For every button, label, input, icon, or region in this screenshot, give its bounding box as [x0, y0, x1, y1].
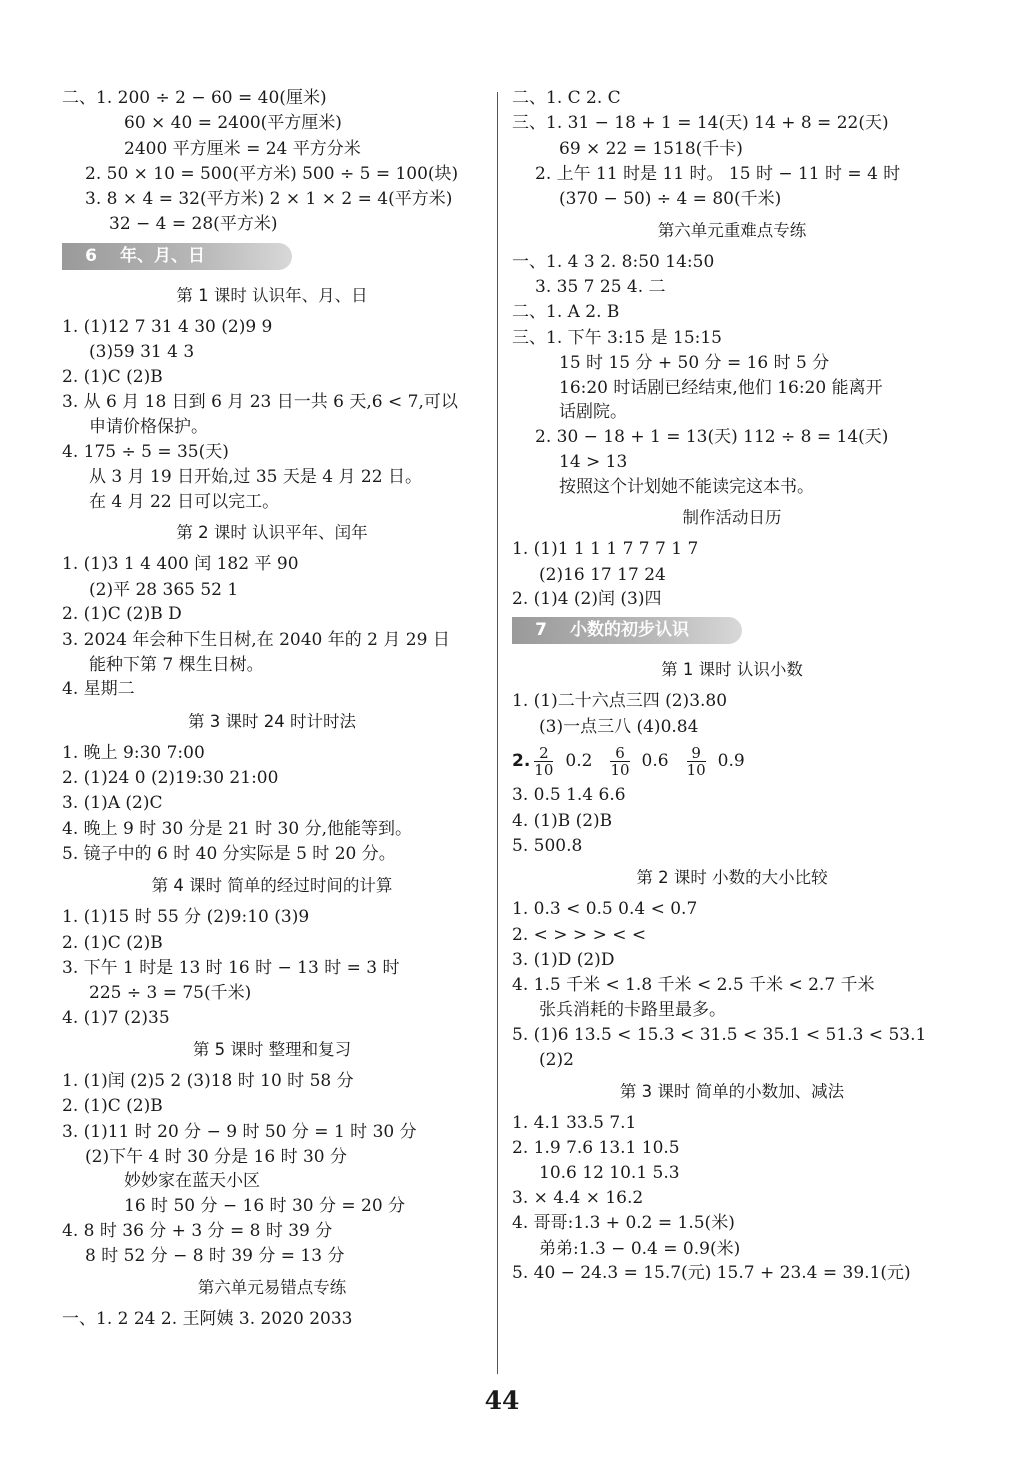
answer-line: 2. 1.9 7.6 13.1 10.5	[512, 1138, 680, 1159]
answer-line: 一、1. 4 3 2. 8:50 14:50	[512, 251, 715, 272]
answer-line: 1. (1)二十六点三四 (2)3.80	[512, 691, 728, 712]
answer-line: 4. 1.5 千米 < 1.8 千米 < 2.5 千米 < 2.7 千米	[512, 975, 875, 996]
answer-line: (2)下午 4 时 30 分是 16 时 30 分	[85, 1146, 348, 1167]
fraction	[610, 745, 629, 778]
page-number: 44	[484, 1386, 520, 1415]
left-column	[62, 86, 482, 1332]
answer-line: 4. 晚上 9 时 30 分是 21 时 30 分,他能等到。	[62, 818, 412, 839]
decimal-value: 0.9	[717, 751, 745, 772]
unit-number: 7	[535, 620, 547, 641]
decimal-value: 0.2	[565, 751, 593, 772]
answer-line: (370 − 50) ÷ 4 = 80(千米)	[559, 189, 782, 210]
fraction-denominator: 10	[686, 761, 706, 780]
answer-line: 3. 0.5 1.4 6.6	[512, 785, 626, 806]
lesson-heading: 第 2 课时 认识平年、闰年	[176, 523, 368, 543]
answer-line: 三、1. 31 − 18 + 1 = 14(天) 14 + 8 = 22(天)	[512, 113, 889, 134]
answer-line: 申请价格保护。	[89, 417, 208, 438]
answer-line: 69 × 22 = 1518(千卡)	[559, 138, 743, 159]
answer-line: 4. (1)7 (2)35	[62, 1007, 170, 1028]
answer-line: 10.6 12 10.1 5.3	[539, 1163, 680, 1184]
answer-line: 4. 哥哥:1.3 + 0.2 = 1.5(米)	[512, 1213, 735, 1234]
unit-number: 6	[85, 245, 97, 266]
column-divider	[497, 92, 498, 1374]
fraction-denominator: 10	[610, 761, 630, 780]
right-column	[512, 86, 952, 1287]
answer-line: 5. (1)6 13.5 < 15.3 < 31.5 < 35.1 < 51.3 < 53.1	[512, 1024, 927, 1045]
answer-line: 16:20 时话剧已经结束,他们 16:20 能离开	[559, 377, 883, 398]
answer-line: 3. 下午 1 时是 13 时 16 时 − 13 时 = 3 时	[62, 957, 400, 978]
answer-line: 2. (1)C (2)B D	[62, 604, 182, 625]
answer-line: 225 ÷ 3 = 75(千米)	[89, 983, 252, 1004]
answer-line: 弟弟:1.3 − 0.4 = 0.9(米)	[539, 1238, 741, 1259]
answer-line: (2)16 17 17 24	[539, 564, 666, 585]
answer-line: 2. (1)24 0 (2)19:30 21:00	[62, 768, 279, 789]
answer-line: 话剧院。	[559, 402, 627, 423]
answer-line: 1. (1)1 1 1 1 7 7 7 1 7	[512, 539, 699, 560]
lesson-heading: 第六单元重难点专练	[657, 220, 807, 240]
answer-line: 3. 35 7 25 4. 二	[535, 277, 666, 298]
answer-line: 3. 从 6 月 18 日到 6 月 23 日一共 6 天,6 < 7,可以	[62, 391, 458, 412]
answer-line: 2. (1)C (2)B	[62, 932, 163, 953]
lesson-heading: 第六单元易错点专练	[197, 1277, 347, 1297]
answer-line: 2. (1)C (2)B	[62, 1096, 163, 1117]
lesson-heading: 第 3 课时 简单的小数加、减法	[619, 1081, 845, 1101]
fraction-numerator: 6	[610, 745, 629, 762]
answer-line: 3. 8 × 4 = 32(平方米) 2 × 1 × 2 = 4(平方米)	[85, 189, 453, 210]
answer-line: 1. 0.3 < 0.5 0.4 < 0.7	[512, 899, 698, 920]
answer-line: 1. 4.1 33.5 7.1	[512, 1112, 637, 1133]
answer-line: 8 时 52 分 − 8 时 39 分 = 13 分	[85, 1245, 345, 1266]
answer-line: 2. < > > > < <	[512, 924, 647, 945]
lesson-heading: 第 1 课时 认识年、月、日	[176, 285, 368, 305]
fraction-denominator: 10	[534, 761, 554, 780]
answer-line: 32 − 4 = 28(平方米)	[109, 214, 278, 235]
answer-line: 2. (1)4 (2)闰 (3)四	[512, 589, 662, 610]
answer-line: 二、1. A 2. B	[512, 302, 620, 323]
answer-line: 按照这个计划她不能读完这本书。	[559, 476, 814, 497]
fraction	[687, 745, 706, 778]
answer-line: 在 4 月 22 日可以完工。	[89, 491, 280, 512]
answer-line: 4. 175 ÷ 5 = 35(天)	[62, 441, 229, 462]
answer-line: 1. (1)15 时 55 分 (2)9:10 (3)9	[62, 907, 310, 928]
answer-line: 一、1. 2 24 2. 王阿姨 3. 2020 2033	[62, 1308, 353, 1329]
answer-line: 14 > 13	[559, 452, 628, 473]
answer-line: 5. 40 − 24.3 = 15.7(元) 15.7 + 23.4 = 39.1(元)	[512, 1263, 911, 1284]
answer-line: 妙妙家在蓝天小区	[124, 1171, 260, 1192]
answer-line: 4. 8 时 36 分 + 3 分 = 8 时 39 分	[62, 1220, 333, 1241]
answer-line: 3. 2024 年会种下生日树,在 2040 年的 2 月 29 日	[62, 629, 450, 650]
answer-line: 二、1. C 2. C	[512, 88, 621, 108]
question-number: 2.	[512, 751, 531, 772]
answer-line: 1. (1)闰 (2)5 2 (3)18 时 10 时 58 分	[62, 1070, 354, 1091]
unit-title: 年、月、日	[120, 245, 205, 266]
answer-line: (3)59 31 4 3	[89, 342, 195, 363]
lesson-heading: 第 2 课时 小数的大小比较	[636, 868, 828, 888]
answer-line: 3. (1)A (2)C	[62, 793, 163, 814]
answer-line: (2)平 28 365 52 1	[89, 579, 239, 600]
decimal-value: 0.6	[641, 751, 669, 772]
unit-title: 小数的初步认识	[570, 620, 689, 641]
answer-line: 3. (1)11 时 20 分 − 9 时 50 分 = 1 时 30 分	[62, 1121, 417, 1142]
lesson-heading: 第 5 课时 整理和复习	[192, 1039, 352, 1059]
answer-line: 张兵消耗的卡路里最多。	[539, 1000, 726, 1021]
answer-line: 从 3 月 19 日开始,过 35 天是 4 月 22 日。	[89, 467, 422, 488]
unit-banner	[512, 617, 742, 644]
answer-line: 3. × 4.4 × 16.2	[512, 1188, 644, 1209]
answer-line: 1. (1)3 1 4 400 闰 182 平 90	[62, 554, 299, 575]
answer-line: 5. 500.8	[512, 835, 583, 856]
lesson-heading: 第 4 课时 简单的经过时间的计算	[151, 876, 393, 896]
answer-line: 2400 平方厘米 = 24 平方分米	[124, 138, 361, 159]
answer-line: 5. 镜子中的 6 时 40 分实际是 5 时 20 分。	[62, 843, 396, 864]
answer-line: 二、1. 200 ÷ 2 − 60 = 40(厘米)	[62, 88, 327, 108]
answer-line: 三、1. 下午 3:15 是 15:15	[512, 327, 723, 348]
fraction	[534, 745, 553, 778]
answer-line: 2. (1)C (2)B	[62, 366, 163, 387]
answer-line: 1. (1)12 7 31 4 30 (2)9 9	[62, 316, 273, 337]
answer-line: 16 时 50 分 − 16 时 30 分 = 20 分	[124, 1196, 406, 1217]
answer-line: 15 时 15 分 + 50 分 = 16 时 5 分	[559, 352, 830, 373]
answer-line: 3. (1)D (2)D	[512, 949, 615, 970]
answer-line: 2. 50 × 10 = 500(平方米) 500 ÷ 5 = 100(块)	[85, 163, 459, 184]
fraction-numerator: 2	[534, 745, 553, 762]
lesson-heading: 第 1 课时 认识小数	[661, 660, 803, 680]
lesson-heading: 制作活动日历	[682, 508, 782, 528]
answer-line: 2. 上午 11 时是 11 时。 15 时 − 11 时 = 4 时	[535, 163, 901, 184]
fraction-answer-line	[512, 739, 952, 783]
answer-line: 能种下第 7 棵生日树。	[89, 654, 264, 675]
unit-banner	[62, 243, 292, 270]
answer-line: 4. (1)B (2)B	[512, 810, 613, 831]
answer-line: 1. 晚上 9:30 7:00	[62, 742, 205, 763]
answer-line: 60 × 40 = 2400(平方厘米)	[124, 113, 342, 134]
answer-line: 2. 30 − 18 + 1 = 13(天) 112 ÷ 8 = 14(天)	[535, 426, 889, 447]
fraction-numerator: 9	[687, 745, 706, 762]
answer-line: (2)2	[539, 1050, 574, 1071]
lesson-heading: 第 3 课时 24 时计时法	[188, 711, 356, 731]
answer-line: (3)一点三八 (4)0.84	[539, 716, 699, 737]
answer-line: 4. 星期二	[62, 679, 135, 700]
